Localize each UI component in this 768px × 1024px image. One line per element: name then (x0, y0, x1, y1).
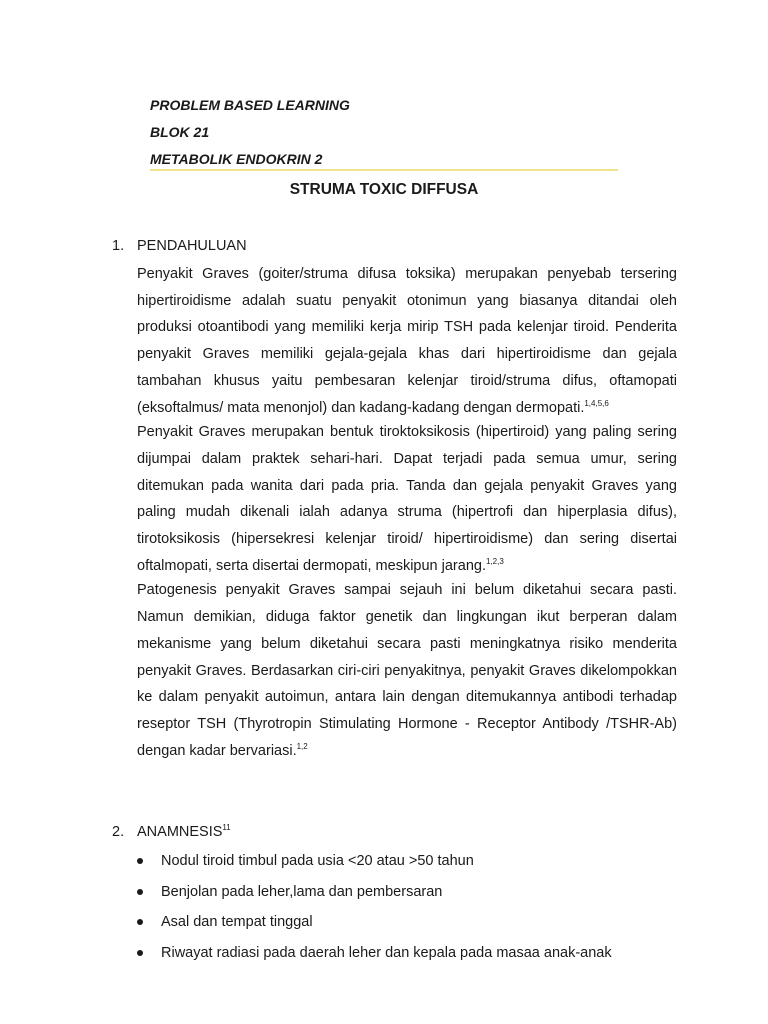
list-item-text: Riwayat radiasi pada daerah leher dan kepala pada masaa anak-anak (161, 945, 612, 962)
header-divider (150, 169, 618, 171)
section-heading (112, 236, 677, 256)
list-item (137, 846, 677, 877)
paragraph (137, 261, 677, 421)
list-item (137, 938, 677, 969)
reference-superscript: 1,2,3 (485, 556, 504, 566)
section-body (137, 846, 677, 969)
section-title-text: ANAMNESIS (137, 824, 223, 840)
section-title (137, 822, 231, 842)
list-item-text: Asal dan tempat tinggal (161, 914, 313, 931)
bullet-icon (137, 858, 143, 864)
section-number: 1. (112, 238, 125, 254)
list-item-text: Nodul tiroid timbul pada usia <20 atau >50 tahun (161, 853, 474, 869)
section-anamnesis (112, 822, 677, 969)
reference-superscript: 1,2 (296, 741, 308, 751)
header-course: PROBLEM BASED LEARNING (150, 97, 350, 113)
reference-superscript: 1,4,5,6 (584, 398, 609, 408)
section-number: 2. (112, 824, 125, 840)
bullet-icon (137, 950, 143, 956)
list-item (137, 877, 677, 908)
bullet-icon (137, 919, 143, 925)
section-title: PENDAHULUAN (137, 238, 247, 254)
header-block: BLOK 21 (150, 124, 210, 140)
bullet-icon (137, 889, 143, 895)
paragraph-text: Patogenesis penyakit Graves sampai sejauh ini belum diketahui secara pasti. Namun demikian, diduga faktor genetik dan lingkungan ikut berperan dalam mekanisme yang belum diketahui secara pasti meningkatnya risiko menderita penyakit Graves. Berdasarkan ciri-ciri penyakitnya, penyakit Graves dikelompokkan ke dalam penyakit autoimun, antara lain dengan ditemukannya antibodi terhadap reseptor TSH (Thyrotropin Stimulating Hormone - Receptor Antibody /TSHR-Ab) dengan kadar bervariasi. (137, 582, 677, 759)
paragraph-text: Penyakit Graves merupakan bentuk tiroktoksikosis (hipertiroid) yang paling sering dijumpai dalam praktek sehari-hari. Dapat terjadi pada semua umur, sering ditemukan pada wanita dari pada pria. Tanda dan gejala penyakit Graves yang paling mudah dikenali ialah adanya struma (hipertrofi dan hiperplasia difus), tirotoksikosis (hipersekresi kelenjar tiroid/ hipertiroidisme) dan sering disertai oftalmopati, serta disertai dermopati, meskipun jarang. (137, 424, 677, 574)
section-body (137, 261, 677, 764)
document-title: STRUMA TOXIC DIFFUSA (289, 181, 479, 198)
paragraph (137, 419, 677, 579)
section-heading (112, 822, 677, 842)
reference-superscript: 11 (222, 823, 231, 832)
paragraph (137, 577, 677, 764)
header-topic: METABOLIK ENDOKRIN 2 (150, 151, 323, 167)
document-header (150, 92, 620, 173)
list-item (137, 907, 677, 938)
paragraph-text: Penyakit Graves (goiter/struma difusa toksika) merupakan penyebab tersering hipertiroidisme adalah suatu penyakit otonimun yang biasanya ditandai oleh produksi otoantibodi yang memiliki kerja mirip TSH pada kelenjar tiroid. Penderita penyakit Graves memiliki gejala-gejala khas dari hipertiroidisme dan gejala tambahan khusus yaitu pembesaran kelenjar tiroid/struma difus, oftamopati (eksoftalmus/ mata menonjol) dan kadang-kadang dengan dermopati. (137, 266, 677, 416)
section-pendahuluan (112, 236, 677, 764)
bullet-list (137, 846, 677, 969)
list-item-text: Benjolan pada leher,lama dan pembersaran (161, 883, 443, 900)
